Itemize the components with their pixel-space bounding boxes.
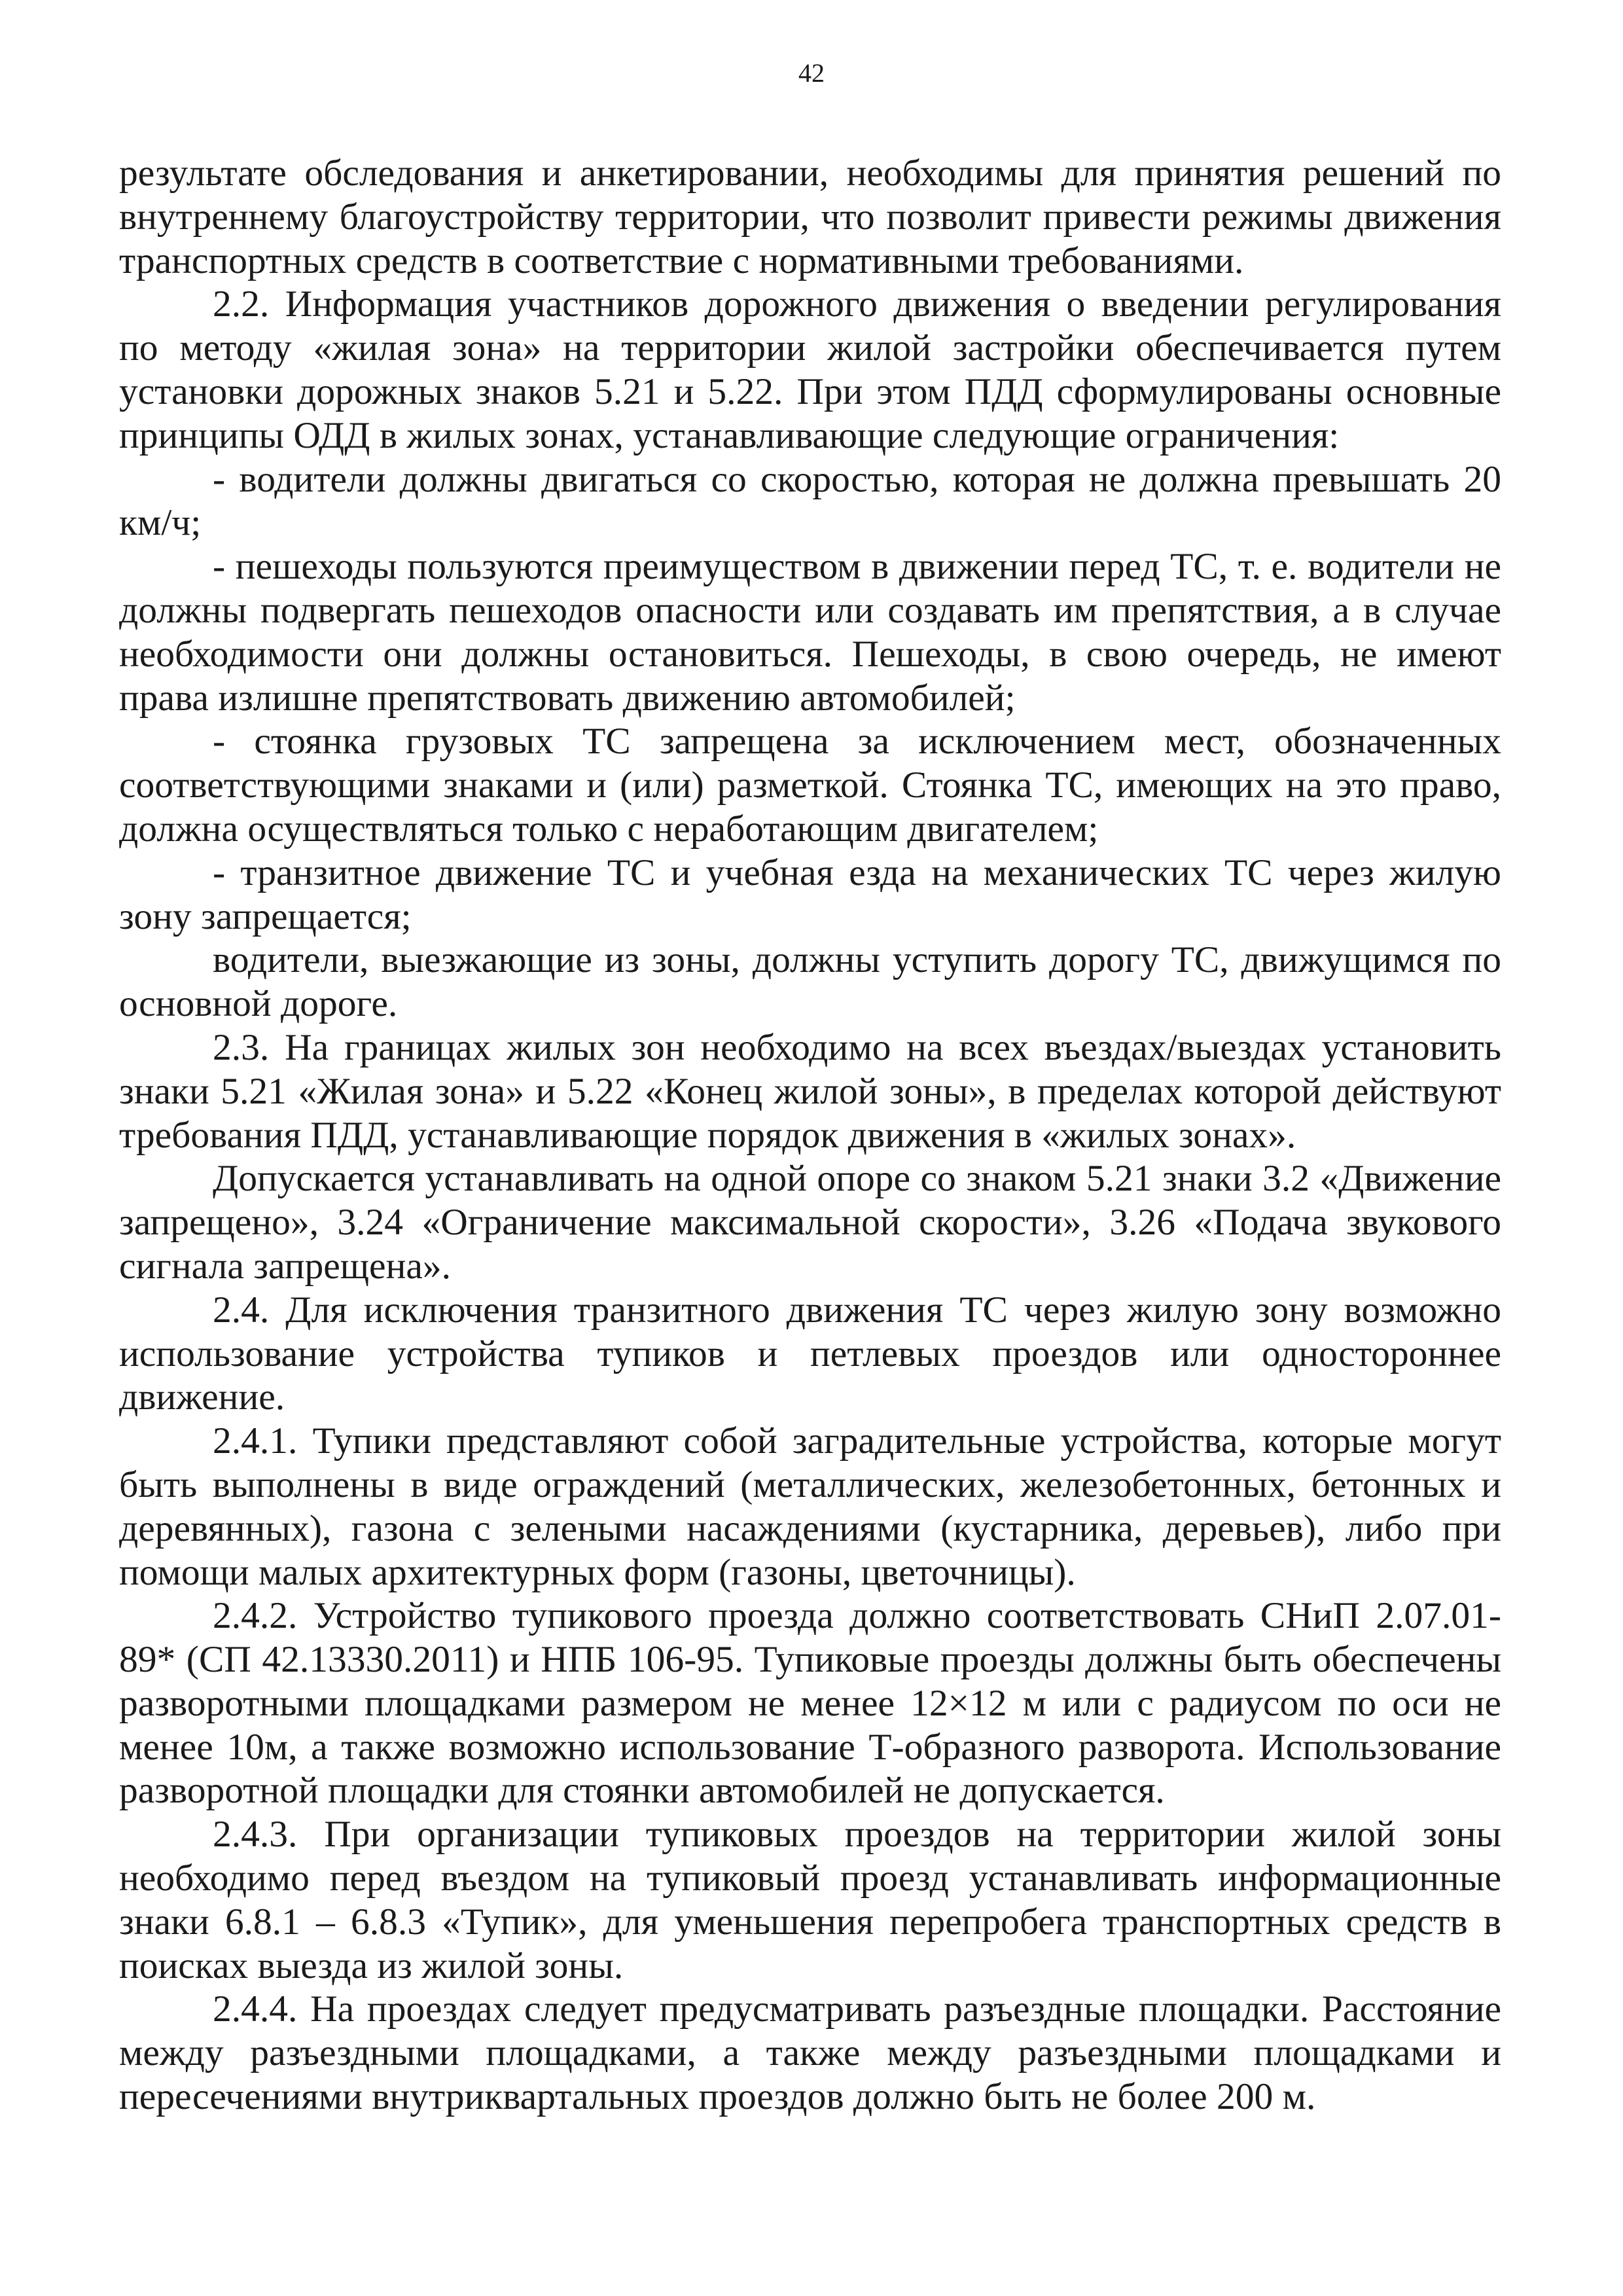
document-body [119,152,1501,2119]
paragraph-2-3-additional-signs: Допускается устанавливать на одной опоре со знаком 5.21 знаки 3.2 «Движение запрещено», 3.24 «Ограничение максимальной скорости», 3.26 «Подача звукового сигнала запрещена». [119,1158,1501,1287]
paragraph-2-4-2: 2.4.2. Устройство тупикового проезда должно соответствовать СНиП 2.07.01-89* (СП 42.13330.2011) и НПБ 106-95. Тупиковые проезды должны быть обеспечены разворотными площадками размером не менее 12×12 м или с радиусом по оси не менее 10м, а также возможно использование Т-образного разворота. Использование разворотной площадки для стоянки автомобилей не допускается. [119,1595,1501,1812]
page-number: 42 [798,58,825,88]
paragraph-2-3: 2.3. На границах жилых зон необходимо на всех въездах/выездах установить знаки 5.21 «Жилая зона» и 5.22 «Конец жилой зоны», в пределах которой действуют требования ПДД, устанавливающие порядок движения в «жилых зонах». [119,1026,1501,1156]
paragraph-2-4-3: 2.4.3. При организации тупиковых проездов на территории жилой зоны необходимо перед въездом на тупиковый проезд устанавливать информационные знаки 6.8.1 – 6.8.3 «Тупик», для уменьшения перепробега транспортных средств в поисках выезда из жилой зоны. [119,1814,1501,1986]
list-item-pedestrian-priority: - пешеходы пользуются преимуществом в движении перед ТС, т. е. водители не должны подвергать пешеходов опасности или создавать им препятствия, а в случае необходимости они должны остановиться. Пешеходы, в свою очередь, не имеют права излишне препятствовать движению автомобилей; [119,546,1501,719]
paragraph-2-4-1: 2.4.1. Тупики представляют собой заградительные устройства, которые могут быть выполнены в виде ограждений (металлических, железобетонных, бетонных и деревянных), газона с зелеными насаждениями (кустарника, деревьев), либо при помощи малых архитектурных форм (газоны, цветочницы). [119,1420,1501,1593]
list-item-speed-limit: - водители должны двигаться со скоростью, которая не должна превышать 20 км/ч; [119,458,1501,544]
list-item-truck-parking: - стоянка грузовых ТС запрещена за исключением мест, обозначенных соответствующими знаками и (или) разметкой. Стоянка ТС, имеющих на это право, должна осуществляться только с неработающим двигателем; [119,721,1501,850]
paragraph-2-4: 2.4. Для исключения транзитного движения ТС через жилую зону возможно использование устройства тупиков и петлевых проездов или одностороннее движение. [119,1289,1501,1418]
list-item-exit-yield: водители, выезжающие из зоны, должны уступить дорогу ТС, движущимся по основной дороге. [119,939,1501,1025]
paragraph-2-2: 2.2. Информация участников дорожного движения о введении регулирования по методу «жилая зона» на территории жилой застройки обеспечивается путем установки дорожных знаков 5.21 и 5.22. При этом ПДД сформулированы основные принципы ОДД в жилых зонах, устанавливающие следующие ограничения: [119,283,1501,456]
paragraph-2-4-4: 2.4.4. На проездах следует предусматривать разъездные площадки. Расстояние между разъездными площадками, а также между разъездными площадками и пересечениями внутриквартальных проездов должно быть не более 200 м. [119,1988,1501,2118]
list-item-transit-ban: - транзитное движение ТС и учебная езда на механических ТС через жилую зону запрещается; [119,852,1501,937]
paragraph-continuation: результате обследования и анкетировании, необходимы для принятия решений по внутреннему благоустройству территории, что позволит привести режимы движения транспортных средств в соответствие с нормативными требованиями. [119,152,1501,281]
